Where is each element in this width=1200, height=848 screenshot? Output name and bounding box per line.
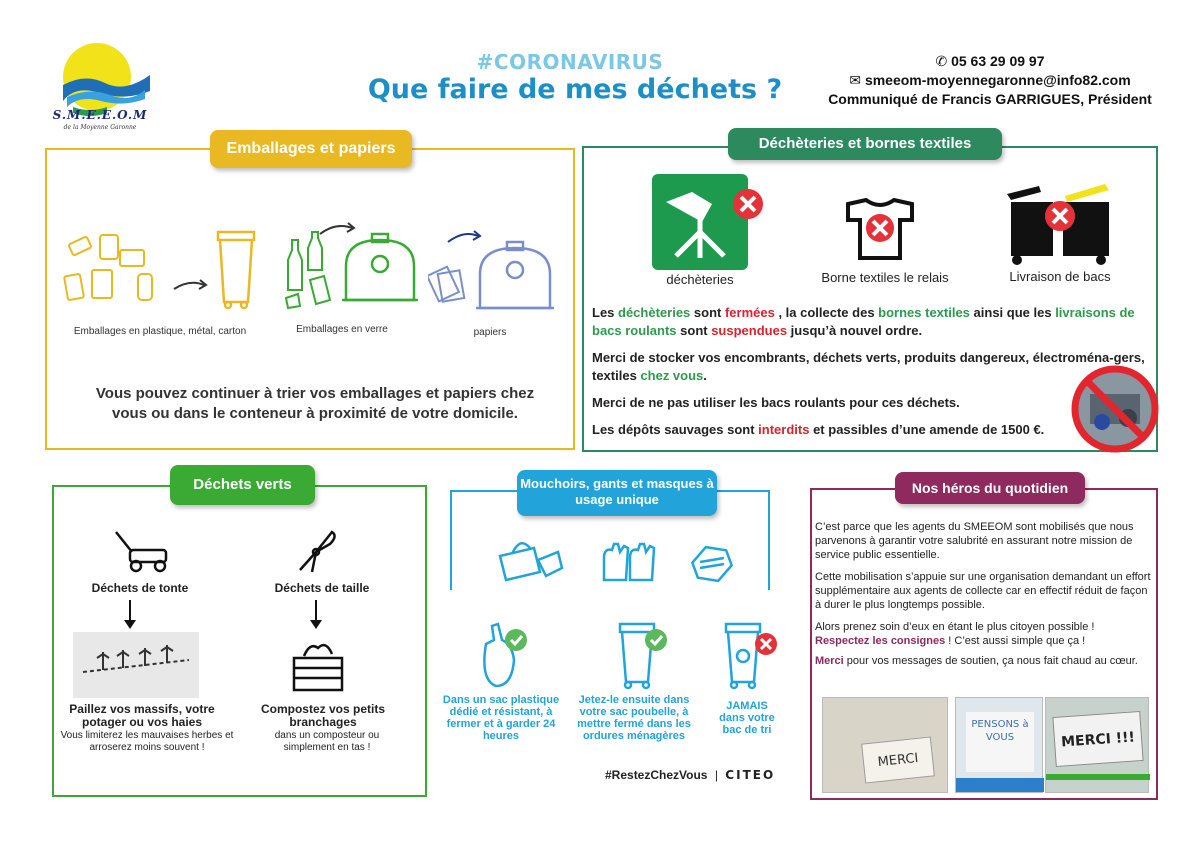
compostez-title: Compostez vos petits branchages	[260, 702, 386, 729]
mouchoirs-tab: Mouchoirs, gants et masques à usage unique	[517, 470, 717, 516]
heros-paragraph-3: Alors prenez soin d’eux en étant le plus citoyen possible !	[815, 621, 1095, 633]
plastic-packaging-icon	[60, 230, 170, 310]
photo2-note: PENSONS à VOUS	[966, 712, 1034, 772]
trash-bin-check-icon	[616, 620, 670, 690]
down-arrow-icon-2	[308, 600, 324, 630]
recycling-bin-forbidden-icon	[722, 620, 780, 690]
logo-name: S.M.E.E.O.M	[52, 108, 148, 122]
icon3-caption: Livraison de bacs	[1009, 269, 1111, 284]
heros-paragraph-1: C’est parce que les agents du SMEEOM sont mobilisés que nous parvenons à garantir votre salubrité en assurant notre mission de service public essentielle.	[815, 521, 1134, 561]
label-plastique: Emballages en plastique, métal, carton	[73, 326, 247, 337]
icon1-caption: déchèteries	[666, 272, 734, 287]
heros-paragraph-5: Merci pour vos messages de soutien, ça nous fait chaud au cœur.	[815, 655, 1138, 667]
decheteries-paragraph-3: Merci de ne pas utiliser les bacs roulants pour ces déchets.	[592, 395, 960, 410]
photo3-note: MERCI !!!	[1052, 711, 1143, 767]
decheteries-paragraph-4: Les dépôts sauvages sont interdits et passibles d’une amende de 1500 €.	[592, 422, 1045, 437]
heros-paragraph-2: Cette mobilisation s’appuie sur une organisation demandant un effort supplémentaire aux agents de collecte car en effectif réduit de façon à durer le plus longtemps possible.	[815, 571, 1151, 611]
citeo-logo: CITEO	[725, 768, 776, 782]
yellow-bin-icon	[212, 228, 260, 310]
sealed-bag-icon	[476, 620, 528, 690]
email-address[interactable]: ✉ smeeom-moyennegaronne@info82.com	[849, 72, 1131, 88]
label-verre: Emballages en verre	[296, 324, 388, 335]
contact-block	[815, 52, 1165, 109]
tonte-label: Déchets de tonte	[91, 581, 189, 595]
glass-bottles-icon	[282, 230, 342, 310]
logo-subtitle: de la Moyenne Garonne	[63, 124, 137, 131]
paillez-subtitle: Vous limiterez les mauvaises herbes et arroserez moins souvent !	[60, 730, 234, 753]
decheteries-paragraph-1: Les déchèteries sont fermées , la collecte des bornes textiles ainsi que les livraisons de bacs roulants sont suspendues jusqu’à nouvel ordre.	[592, 305, 1135, 338]
arrow-icon	[172, 275, 210, 295]
caption-sac: Dans un sac plastique dédié et résistant, à fermer et à garder 24 heures	[442, 694, 560, 742]
emballages-text: Vous pouvez continuer à trier vos emballages et papiers chez vous ou dans le conteneur à proximité de votre domicile.	[95, 385, 535, 422]
no-dumping-icon	[1070, 364, 1160, 454]
decheteries-tab: Déchèteries et bornes textiles	[728, 128, 1002, 160]
coronavirus-hashtag: #CORONAVIRUS	[476, 50, 664, 74]
paper-container-icon	[474, 240, 556, 312]
communique-author: Communiqué de Francis GARRIGUES, Président	[828, 91, 1152, 107]
thank-you-photo-1	[822, 697, 948, 793]
composter-icon	[290, 638, 346, 694]
decheterie-icon	[652, 174, 764, 270]
pruning-shears-icon	[292, 528, 342, 574]
footer-hashtag: #RestezChezVous | CITEO	[605, 768, 776, 782]
dechets-verts-tab: Déchets verts	[170, 465, 315, 505]
tissues-icon	[494, 532, 566, 586]
mask-icon	[688, 542, 736, 584]
down-arrow-icon	[122, 600, 138, 630]
caption-jamais: JAMAIS dans votre bac de tri	[719, 700, 775, 736]
compostez-subtitle: dans un composteur ou simplement en tas !	[274, 730, 380, 753]
heros-tab: Nos héros du quotidien	[895, 472, 1085, 504]
thank-you-photo-2	[955, 697, 1043, 793]
label-papiers: papiers	[473, 327, 507, 338]
heros-paragraph-4: Respectez les consignes ! C’est aussi simple que ça !	[815, 635, 1086, 647]
thank-you-photo-3	[1045, 697, 1149, 793]
tshirt-icon	[840, 198, 920, 262]
mulch-plants-icon	[73, 632, 199, 698]
heros-text	[815, 520, 1151, 676]
gloves-icon	[598, 540, 660, 586]
glass-container-icon	[340, 232, 420, 304]
phone-number: ✆ 05 63 29 09 97	[935, 53, 1045, 69]
paper-icon	[428, 262, 468, 306]
lawnmower-icon	[112, 528, 170, 574]
taille-label: Déchets de taille	[274, 581, 370, 595]
page-title: Que faire de mes déchets ?	[367, 74, 783, 105]
photo1-note: MERCI	[861, 736, 935, 783]
icon2-caption: Borne textiles le relais	[821, 270, 949, 285]
bins-delivery-icon	[1005, 182, 1117, 266]
caption-sac-poubelle: Jetez-le ensuite dans votre sac poubelle, à mettre fermé dans les ordures ménagères	[577, 694, 691, 742]
decheteries-paragraph-2: Merci de stocker vos encombrants, déchets verts, produits dangereux, électroména-gers, textiles chez vous.	[592, 350, 1145, 383]
emballages-tab: Emballages et papiers	[210, 130, 412, 168]
paillez-title: Paillez vos massifs, votre potager ou vos haies	[69, 702, 215, 729]
